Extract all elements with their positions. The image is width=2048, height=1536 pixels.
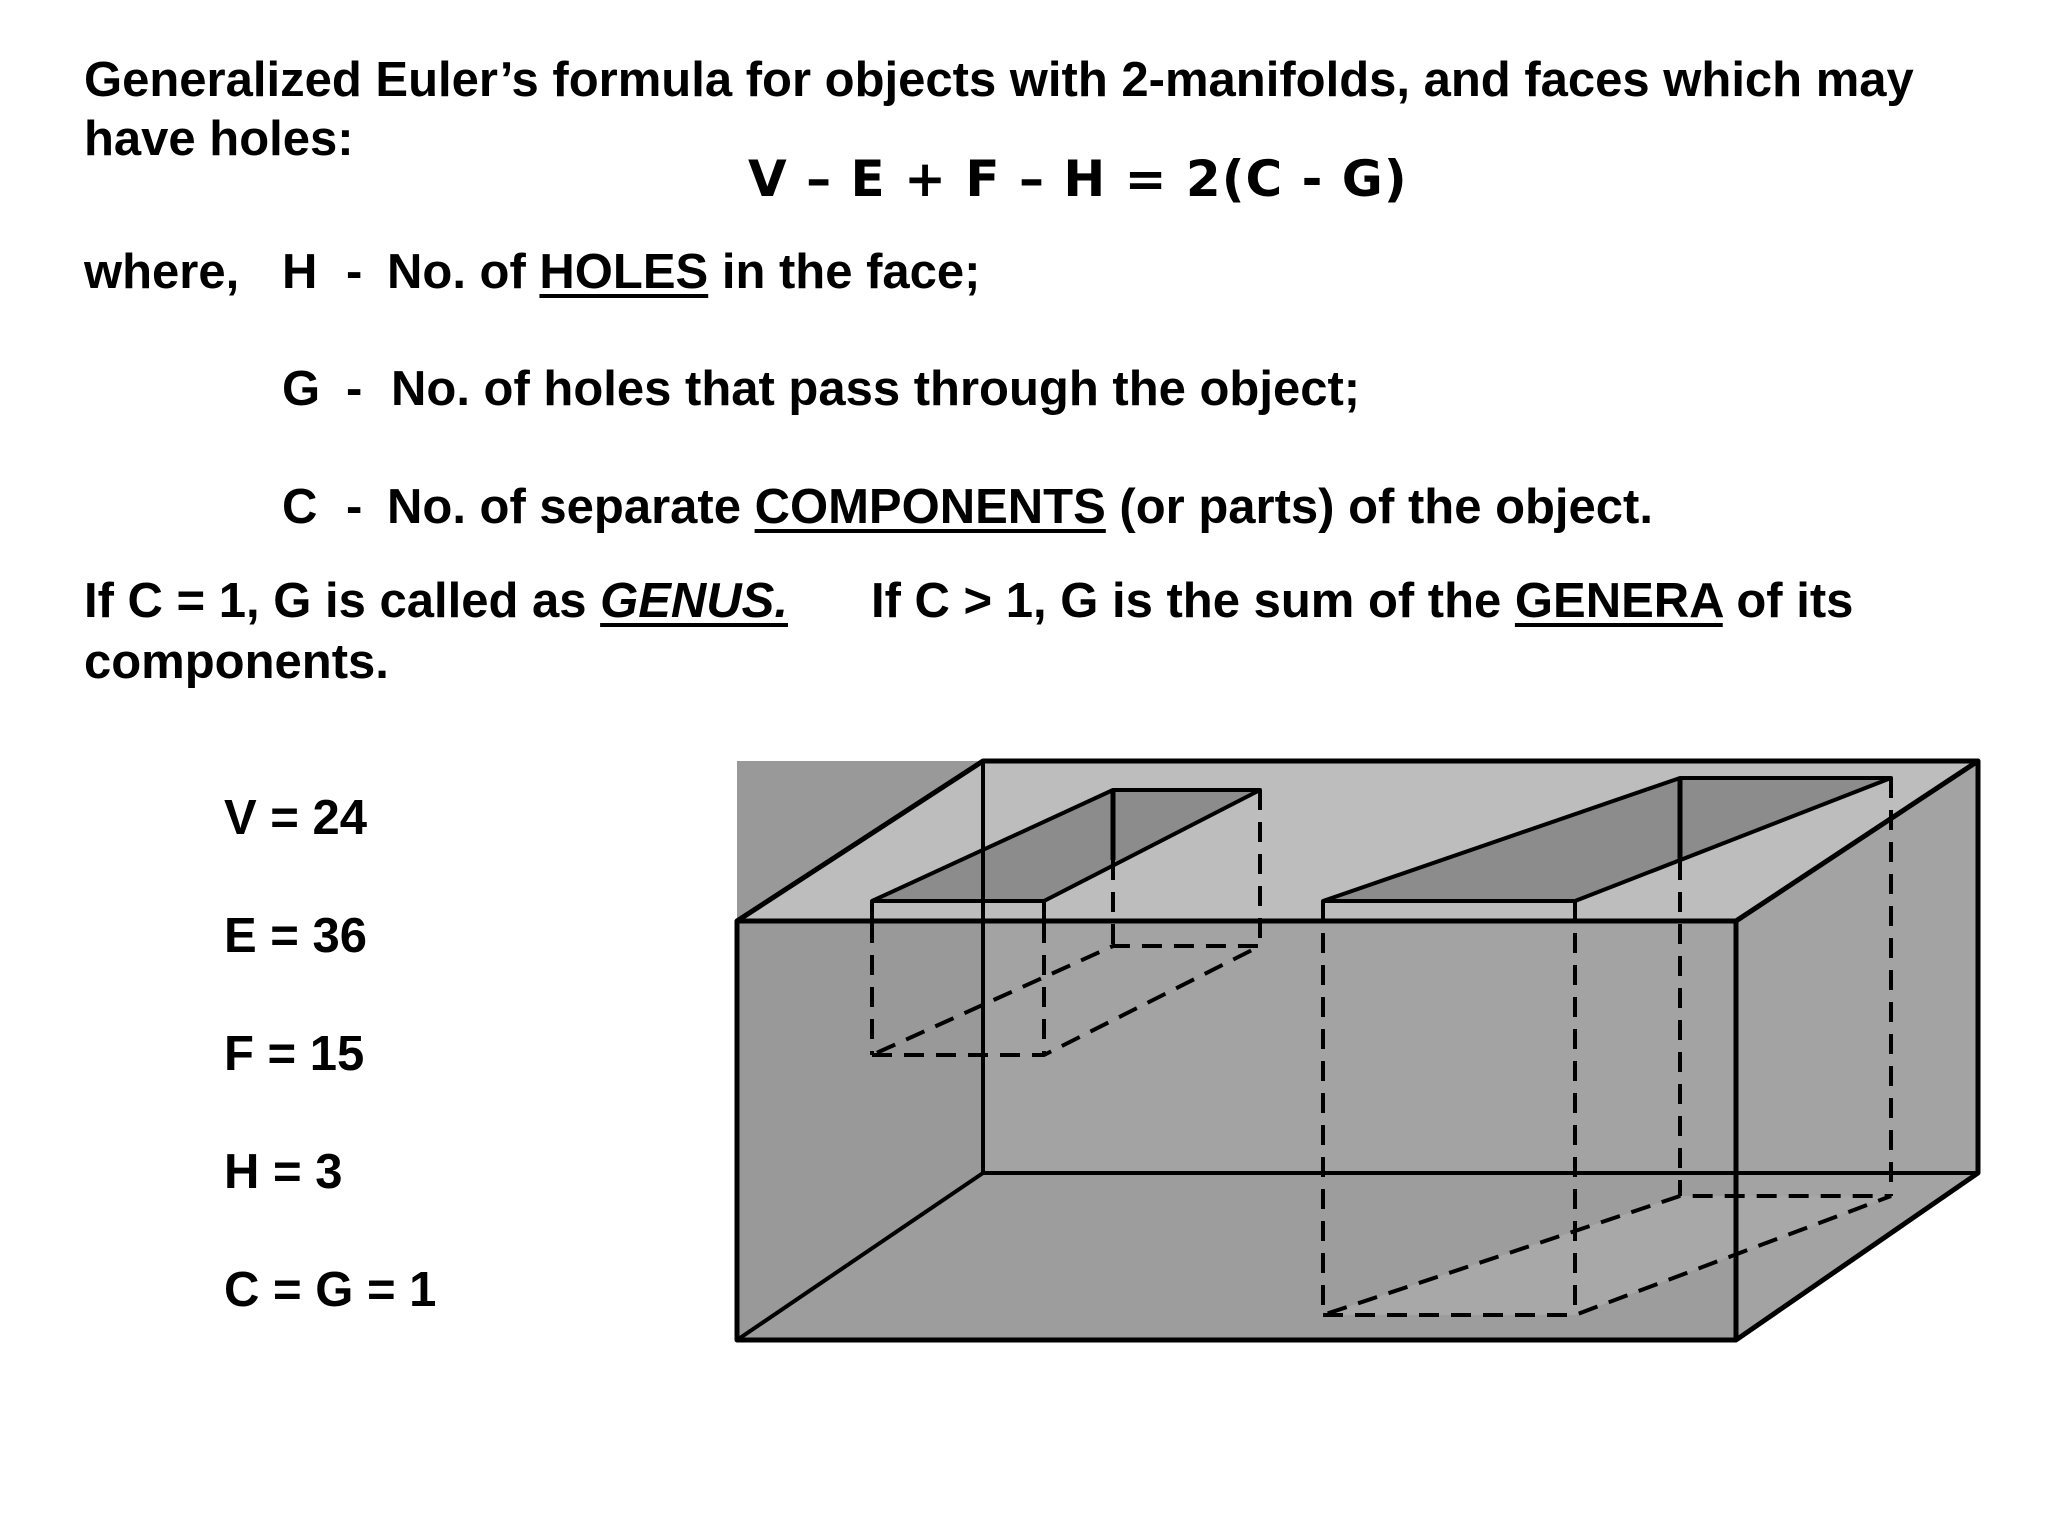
where-label: where,	[84, 245, 240, 299]
def-g-text: No. of holes that pass through the object;	[391, 362, 1361, 416]
def-c-dash: -	[346, 480, 363, 534]
genera-keyword: GENERA	[1514, 574, 1723, 628]
genus-line-1b: If C > 1, G is the sum of the GENERA of its	[871, 574, 1854, 628]
euler-formula: V – E + F – H = 2(C - G)	[748, 150, 1408, 208]
value-cg: C = G = 1	[224, 1263, 437, 1317]
intro-line-2: have holes:	[84, 112, 354, 166]
def-c-text: No. of separate COMPONENTS (or parts) of the object.	[387, 480, 1653, 534]
value-v: V = 24	[224, 791, 368, 845]
intro-line-1: Generalized Euler’s formula for objects with 2-manifolds, and faces which may	[84, 53, 1914, 107]
def-h-dash: -	[346, 245, 363, 299]
value-h: H = 3	[224, 1145, 343, 1199]
holes-keyword: HOLES	[539, 245, 709, 299]
genus-line-1a: If C = 1, G is called as GENUS.	[84, 574, 788, 628]
value-f: F = 15	[224, 1027, 365, 1081]
genus-keyword: GENUS.	[600, 574, 788, 628]
def-g-dash: -	[346, 362, 363, 416]
def-c-symbol: C	[282, 480, 318, 534]
def-h-symbol: H	[282, 245, 318, 299]
def-g-symbol: G	[282, 362, 321, 416]
genus-line-2: components.	[84, 635, 389, 689]
def-h-text: No. of HOLES in the face;	[387, 245, 981, 299]
value-e: E = 36	[224, 909, 368, 963]
components-keyword: COMPONENTS	[754, 480, 1106, 534]
